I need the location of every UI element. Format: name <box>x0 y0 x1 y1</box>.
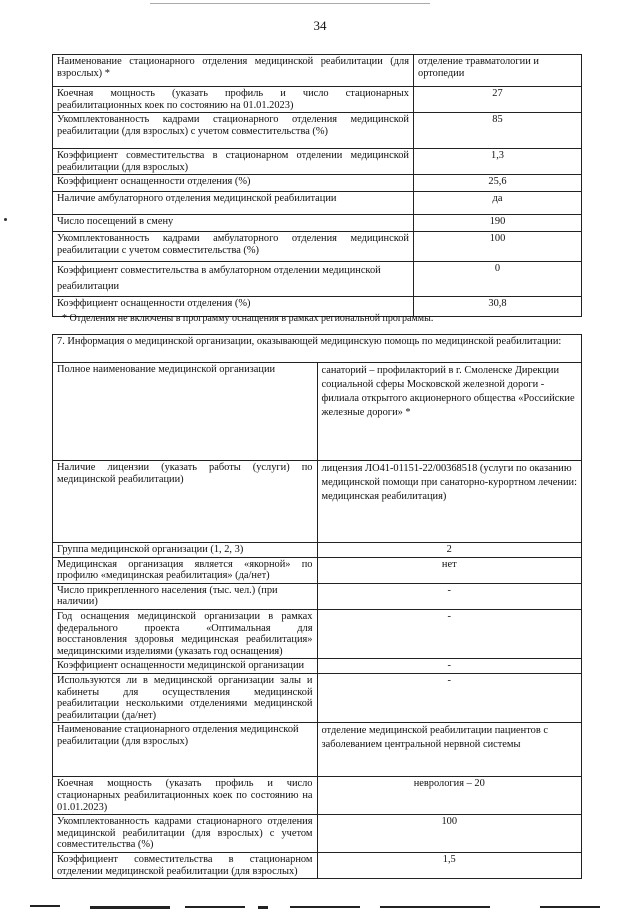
row-value: 100 <box>414 232 582 262</box>
table-row <box>53 543 582 558</box>
row-label: Коэффициент оснащенности медицинской организации <box>53 659 318 674</box>
row-label: Медицинская организация является «якорной» по профилю «медицинская реабилитация» (да/нет) <box>53 557 318 583</box>
table-row <box>53 853 582 879</box>
table-row <box>53 723 582 777</box>
row-label: Коечная мощность (указать профиль и число стационарных реабилитационных коек по состоянию на 01.01.2023) <box>53 87 414 113</box>
row-value: отделение травматологии и ортопедии <box>414 55 582 87</box>
row-value: 25,6 <box>414 175 582 192</box>
row-label: Группа медицинской организации (1, 2, 3) <box>53 543 318 558</box>
scan-edge-bottom <box>540 906 600 908</box>
row-label: Укомплектованность кадрами стационарного отделения медицинской реабилитации (для взрослых) с учетом совместительства (%) <box>53 815 318 853</box>
table-row <box>53 609 582 658</box>
row-value: отделение медицинской реабилитации пациентов с заболеванием центральной нервной системы <box>317 723 582 777</box>
table-row <box>53 777 582 815</box>
row-value: - <box>317 609 582 658</box>
row-value: да <box>414 192 582 215</box>
row-label: Коэффициент совместительства в амбулаторном отделении медицинской реабилитации <box>53 262 414 297</box>
row-label: Укомплектованность кадрами амбулаторного отделения медицинской реабилитации с учетом совместительства (%) <box>53 232 414 262</box>
row-label: Используются ли в медицинской организации залы и кабинеты для осуществления медицинской реабилитации несколькими отделениями медицинской реабилитации (да/нет) <box>53 673 318 722</box>
table-row <box>53 55 582 87</box>
table-row <box>53 149 582 175</box>
row-value: нет <box>317 557 582 583</box>
table-header-row <box>53 335 582 363</box>
table-row <box>53 175 582 192</box>
table-rehab-department <box>52 54 582 317</box>
row-value: - <box>317 673 582 722</box>
row-label: Коэффициент оснащенности отделения (%) <box>53 175 414 192</box>
scan-edge-bottom <box>258 906 268 909</box>
row-label: Полное наименование медицинской организации <box>53 363 318 461</box>
row-label: Коечная мощность (указать профиль и число стационарных реабилитационных коек по состоянию на 01.01.2023) <box>53 777 318 815</box>
table-row <box>53 659 582 674</box>
table-row <box>53 262 582 297</box>
section-title: 7. Информация о медицинской организации, оказывающей медицинскую помощь по медицинской реабилитации: <box>53 335 582 363</box>
row-value: 30,8 <box>414 297 582 317</box>
row-label: Число прикрепленного населения (тыс. чел.) (при наличии) <box>53 583 318 609</box>
table-row <box>53 583 582 609</box>
scan-edge-top <box>150 3 430 4</box>
table-row <box>53 192 582 215</box>
margin-mark <box>4 218 7 221</box>
row-label: Укомплектованность кадрами стационарного отделения медицинской реабилитации (для взрослых) с учетом совместительства (%) <box>53 113 414 149</box>
row-label: Наличие амбулаторного отделения медицинской реабилитации <box>53 192 414 215</box>
scan-edge-bottom <box>185 906 245 908</box>
table-row <box>53 673 582 722</box>
row-value: - <box>317 583 582 609</box>
row-value: 27 <box>414 87 582 113</box>
row-label: Наименование стационарного отделения медицинской реабилитации (для взрослых) <box>53 723 318 777</box>
table-row <box>53 815 582 853</box>
row-value: санаторий – профилакторий в г. Смоленске Дирекции социальной сферы Московской железной дороги - филиала открытого акционерного общества «Российские железные дороги» * <box>317 363 582 461</box>
row-label: Коэффициент совместительства в стационарном отделении медицинской реабилитации (для взрослых) <box>53 853 318 879</box>
row-value: 1,3 <box>414 149 582 175</box>
table-row <box>53 87 582 113</box>
table-row <box>53 363 582 461</box>
footnote: * Отделения не включены в программу оснащения в рамках региональной программы. <box>62 313 434 324</box>
table-row <box>53 215 582 232</box>
row-value: 0 <box>414 262 582 297</box>
scan-edge-bottom <box>30 905 60 907</box>
row-label: Коэффициент совместительства в стационарном отделении медицинской реабилитации (для взрослых) <box>53 149 414 175</box>
row-label: Наименование стационарного отделения медицинской реабилитации (для взрослых) * <box>53 55 414 87</box>
scan-edge-bottom <box>380 906 490 908</box>
row-label: Число посещений в смену <box>53 215 414 232</box>
table-medical-organization <box>52 334 582 879</box>
scan-edge-bottom <box>90 906 170 909</box>
table-row <box>53 461 582 543</box>
row-label: Коэффициент оснащенности отделения (%) <box>53 297 414 317</box>
row-value: 190 <box>414 215 582 232</box>
row-value: лицензия ЛО41-01151-22/00368518 (услуги по оказанию медицинской помощи при санаторно-курортном лечении: медицинская реабилитация) <box>317 461 582 543</box>
table-row <box>53 232 582 262</box>
row-value: 1,5 <box>317 853 582 879</box>
row-label: Год оснащения медицинской организации в рамках федерального проекта «Оптимальная для восстановления здоровья медицинская реабилитация» медицинскими изделиями (указать год оснащения) <box>53 609 318 658</box>
row-value: 2 <box>317 543 582 558</box>
row-value: 100 <box>317 815 582 853</box>
row-label: Наличие лицензии (указать работы (услуги) по медицинской реабилитации) <box>53 461 318 543</box>
table-row <box>53 557 582 583</box>
page-number: 34 <box>313 18 327 33</box>
row-value: неврология – 20 <box>317 777 582 815</box>
row-value: - <box>317 659 582 674</box>
row-value: 85 <box>414 113 582 149</box>
scan-edge-bottom <box>290 906 360 908</box>
table-row <box>53 113 582 149</box>
